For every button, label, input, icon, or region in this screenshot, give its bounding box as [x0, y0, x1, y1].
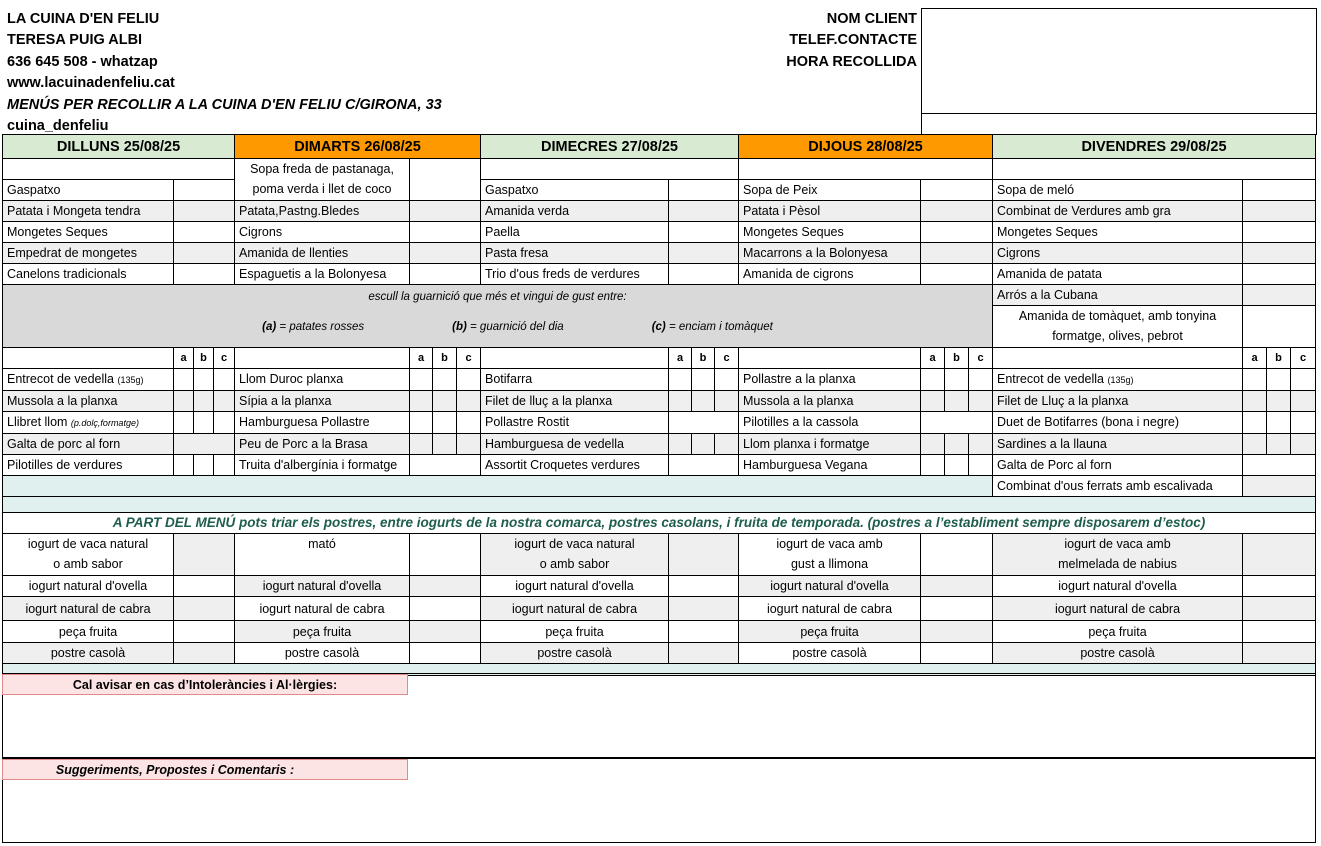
- garnish-col-a: a: [669, 348, 692, 369]
- check-b[interactable]: [945, 391, 969, 412]
- garnish-note: [3, 285, 993, 348]
- check-a[interactable]: [669, 434, 692, 455]
- dish-cell: Pollastre a la planxa: [739, 369, 921, 391]
- dish-cell: Patata i Pèsol: [739, 201, 921, 222]
- qty-cell[interactable]: [410, 159, 481, 201]
- dish-cell: Mussola a la planxa: [3, 391, 174, 412]
- check-a[interactable]: [174, 412, 194, 434]
- second-row-4: [3, 434, 1317, 455]
- garnish-text-c: = enciam i tomàquet: [665, 321, 773, 333]
- dish-note: (135g): [1107, 375, 1134, 385]
- check-c[interactable]: [214, 391, 235, 412]
- dish-text: Llibret llom: [7, 415, 68, 429]
- check-b[interactable]: [194, 455, 214, 476]
- garnish-col-a: a: [410, 348, 433, 369]
- check-b[interactable]: [433, 369, 457, 391]
- check-b[interactable]: [1267, 391, 1291, 412]
- check-a[interactable]: [921, 455, 945, 476]
- garnish-col-b: b: [433, 348, 457, 369]
- dessert-row-sheep: [3, 576, 1317, 597]
- dish-cell: Pilotilles de verdures: [3, 455, 174, 476]
- dish-cell: Cigrons: [235, 222, 410, 243]
- friday-first: [993, 159, 1316, 285]
- dessert-cell: iogurt natural d'ovella: [993, 576, 1243, 597]
- check-a[interactable]: [174, 455, 194, 476]
- qty-cell[interactable]: [410, 201, 481, 222]
- check-b[interactable]: [433, 412, 457, 434]
- dish-cell: Assortit Croquetes verdures: [481, 455, 669, 476]
- dish-cell: Empedrat de mongetes: [3, 243, 174, 264]
- check-a[interactable]: [921, 391, 945, 412]
- check-c[interactable]: [969, 369, 993, 391]
- check-a[interactable]: [410, 412, 433, 434]
- day-header-row: [3, 135, 1317, 159]
- separator-row: [3, 497, 1317, 513]
- dessert-cell: iogurt natural d'ovella: [739, 576, 921, 597]
- dish-cell: Peu de Porc a la Brasa: [235, 434, 410, 455]
- check-b[interactable]: [945, 455, 969, 476]
- dish-cell: Amanida verda: [481, 201, 669, 222]
- blank-cell: [481, 159, 739, 180]
- qty-cell[interactable]: [174, 201, 235, 222]
- owner-name: TERESA PUIG ALBI: [7, 32, 143, 49]
- desserts-title: A PART DEL MENÚ pots triar els postres, entre iogurts de la nostra comarca, postres casolans, i fruita de temporada. (postres a l’establiment sempre disposarem d’estoc): [3, 513, 1316, 534]
- dessert-cell: peça fruita: [993, 621, 1243, 643]
- qty-cell[interactable]: [921, 201, 993, 222]
- dessert-cell: peça fruita: [739, 621, 921, 643]
- blank-cell: [739, 159, 993, 180]
- qty-cell[interactable]: [1243, 476, 1316, 497]
- dish-text: Entrecot de vedella: [7, 372, 115, 386]
- qty-cell[interactable]: [1243, 285, 1316, 306]
- qty-cell[interactable]: [1243, 597, 1316, 621]
- check-b[interactable]: [1267, 412, 1291, 434]
- check-c[interactable]: [457, 412, 481, 434]
- social-handle: cuina_denfeliu: [7, 118, 109, 135]
- garnish-col-a: a: [921, 348, 945, 369]
- dish-cell: Truita d'albergínia i formatge: [235, 455, 410, 476]
- tuesday-first: [235, 159, 481, 285]
- check-b[interactable]: [692, 434, 715, 455]
- qty-cell[interactable]: [174, 597, 235, 621]
- qty-cell[interactable]: [921, 621, 993, 643]
- dessert-row-fruit: [3, 621, 1317, 643]
- garnish-options: [7, 318, 988, 336]
- dish-cell: Canelons tradicionals: [3, 264, 174, 285]
- check-b[interactable]: [433, 391, 457, 412]
- qty-cell[interactable]: [921, 597, 993, 621]
- dessert-line: o amb sabor: [539, 557, 610, 571]
- dish-cell: Patata,Pastng.Bledes: [235, 201, 410, 222]
- garnish-block: [3, 285, 1317, 348]
- qty-cell[interactable]: [669, 243, 739, 264]
- dish-cell: Hamburguesa Pollastre: [235, 412, 410, 434]
- qty-cell[interactable]: [921, 243, 993, 264]
- dish-line: Sopa freda de pastanaga,: [250, 162, 394, 176]
- dessert-cell: [3, 534, 174, 576]
- dish-cell: Filet de Lluç a la planxa: [993, 391, 1243, 412]
- qty-cell[interactable]: [921, 180, 993, 201]
- dish-cell: Paella: [481, 222, 669, 243]
- dish-cell: Sípia a la planxa: [235, 391, 410, 412]
- qty-cell[interactable]: [669, 576, 739, 597]
- day-friday: DIVENDRES 29/08/25: [993, 135, 1316, 159]
- check-c[interactable]: [969, 455, 993, 476]
- dessert-cell: iogurt natural d'ovella: [235, 576, 410, 597]
- dessert-cell: [235, 534, 410, 576]
- check-a[interactable]: [669, 369, 692, 391]
- check-b[interactable]: [194, 412, 214, 434]
- qty-cell[interactable]: [174, 621, 235, 643]
- qty-cell[interactable]: [1243, 180, 1316, 201]
- dessert-line: gust a llimona: [790, 557, 869, 571]
- dish-cell: Macarrons a la Bolonyesa: [739, 243, 921, 264]
- check-b[interactable]: [194, 369, 214, 391]
- dessert-row-1: [3, 534, 1317, 576]
- dish-cell: Pollastre Rostit: [481, 412, 669, 434]
- dish-cell: Hamburguesa Vegana: [739, 455, 921, 476]
- menu-grid: [2, 134, 1317, 676]
- qty-cell[interactable]: [669, 534, 739, 576]
- dish-cell: Filet de lluç a la planxa: [481, 391, 669, 412]
- check-c[interactable]: [214, 412, 235, 434]
- qty-cell[interactable]: [174, 180, 235, 201]
- qty-cell[interactable]: [410, 222, 481, 243]
- garnish-col-c: c: [715, 348, 739, 369]
- garnish-text-a: = patates rosses: [276, 321, 365, 333]
- qty-cell[interactable]: [174, 222, 235, 243]
- qty-cell[interactable]: [921, 264, 993, 285]
- check-c[interactable]: [1291, 369, 1316, 391]
- qty-cell[interactable]: [669, 412, 739, 434]
- dessert-cell: [993, 534, 1243, 576]
- client-extra-field[interactable]: [921, 113, 1317, 135]
- check-c[interactable]: [715, 391, 739, 412]
- check-c[interactable]: [457, 391, 481, 412]
- qty-cell[interactable]: [410, 597, 481, 621]
- garnish-col-c: c: [457, 348, 481, 369]
- dish-cell: Combinat d'ous ferrats amb escalivada: [993, 476, 1243, 497]
- qty-cell[interactable]: [921, 222, 993, 243]
- dish-cell: Galta de Porc al forn: [993, 455, 1243, 476]
- dish-cell: Gaspatxo: [3, 180, 174, 201]
- dish-cell: Patata i Mongeta tendra: [3, 201, 174, 222]
- dish-cell: Trio d'ous freds de verdures: [481, 264, 669, 285]
- pickup-address: MENÚS PER RECOLLIR A LA CUINA D'EN FELIU C/GIRONA, 33: [7, 96, 442, 113]
- dish-cell: Mongetes Seques: [739, 222, 921, 243]
- check-a[interactable]: [410, 434, 433, 455]
- day-wednesday: DIMECRES 27/08/25: [481, 135, 739, 159]
- desserts-title-row: [3, 513, 1317, 534]
- garnish-key-a: (a): [262, 321, 277, 333]
- qty-cell[interactable]: [669, 180, 739, 201]
- qty-cell[interactable]: [1243, 222, 1316, 243]
- check-a[interactable]: [174, 369, 194, 391]
- spacer-cell: [3, 476, 993, 497]
- dish-line: poma verda i llet de coco: [252, 182, 392, 196]
- dessert-cell: iogurt natural d'ovella: [3, 576, 174, 597]
- qty-cell[interactable]: [1243, 643, 1316, 664]
- dessert-row-homemade: [3, 643, 1317, 664]
- garnish-col-b: b: [945, 348, 969, 369]
- dish-cell: Sopa de Peix: [739, 180, 921, 201]
- qty-cell[interactable]: [410, 621, 481, 643]
- dessert-cell: peça fruita: [3, 621, 174, 643]
- dish-cell: Sopa de meló: [993, 180, 1243, 201]
- client-info-field[interactable]: [921, 8, 1317, 114]
- blank-cell: [993, 348, 1243, 369]
- check-b[interactable]: [1267, 369, 1291, 391]
- check-b[interactable]: [945, 434, 969, 455]
- dish-cell: [3, 369, 174, 391]
- dish-cell: Cigrons: [993, 243, 1243, 264]
- garnish-option-c: [652, 318, 773, 336]
- garnish-col-a: a: [174, 348, 194, 369]
- dessert-cell: iogurt natural de cabra: [481, 597, 669, 621]
- dessert-cell: postre casolà: [3, 643, 174, 664]
- blank-cell: [481, 348, 669, 369]
- restaurant-name: LA CUINA D'EN FELIU: [7, 11, 160, 27]
- dish-cell: Hamburguesa de vedella: [481, 434, 669, 455]
- dish-cell: Amanida de patata: [993, 264, 1243, 285]
- pickup-time-label: HORA RECOLLIDA: [786, 53, 917, 70]
- check-c[interactable]: [969, 434, 993, 455]
- dessert-line: iogurt de vaca natural: [514, 537, 635, 551]
- garnish-col-c: c: [969, 348, 993, 369]
- garnish-option-b: [452, 318, 564, 336]
- dessert-cell: iogurt natural de cabra: [739, 597, 921, 621]
- qty-cell[interactable]: [174, 643, 235, 664]
- day-tuesday: DIMARTS 26/08/25: [235, 135, 481, 159]
- qty-cell[interactable]: [1243, 264, 1316, 285]
- dessert-line: o amb sabor: [53, 557, 123, 571]
- qty-cell[interactable]: [174, 576, 235, 597]
- dish-cell: Duet de Botifarres (bona i negre): [993, 412, 1243, 434]
- check-a[interactable]: [1243, 391, 1267, 412]
- qty-cell[interactable]: [669, 222, 739, 243]
- dessert-cell: postre casolà: [481, 643, 669, 664]
- second-row-3: [3, 412, 1317, 434]
- qty-cell[interactable]: [921, 643, 993, 664]
- abc-header-row: [3, 348, 1317, 369]
- check-c[interactable]: [715, 434, 739, 455]
- qty-cell[interactable]: [921, 534, 993, 576]
- dessert-cell: postre casolà: [993, 643, 1243, 664]
- check-a[interactable]: [1243, 369, 1267, 391]
- qty-cell[interactable]: [410, 455, 481, 476]
- qty-cell[interactable]: [1243, 576, 1316, 597]
- qty-cell[interactable]: [410, 534, 481, 576]
- qty-cell[interactable]: [1243, 243, 1316, 264]
- dessert-row-goat: [3, 597, 1317, 621]
- dessert-cell: iogurt natural de cabra: [993, 597, 1243, 621]
- garnish-intro: escull la guarnició que més et vingui de gust entre:: [368, 291, 627, 303]
- garnish-col-a: a: [1243, 348, 1267, 369]
- friday-extras: [993, 285, 1316, 348]
- dessert-line: melmelada de nabius: [1058, 557, 1177, 571]
- check-b[interactable]: [433, 434, 457, 455]
- qty-cell[interactable]: [174, 534, 235, 576]
- check-a[interactable]: [1243, 412, 1267, 434]
- second-row-2: [3, 391, 1317, 412]
- dessert-line: iogurt de vaca amb: [776, 537, 883, 551]
- qty-cell[interactable]: [669, 264, 739, 285]
- qty-cell[interactable]: [1243, 534, 1316, 576]
- garnish-key-c: (c): [651, 321, 666, 333]
- check-b[interactable]: [692, 391, 715, 412]
- dessert-cell: postre casolà: [739, 643, 921, 664]
- phone-number: 636 645 508 - whatzap: [7, 53, 158, 70]
- check-a[interactable]: [174, 391, 194, 412]
- check-b[interactable]: [692, 369, 715, 391]
- check-c[interactable]: [1291, 434, 1316, 455]
- dish-cell: Gaspatxo: [481, 180, 669, 201]
- garnish-col-b: b: [1267, 348, 1291, 369]
- dish-cell: Espaguetis a la Bolonyesa: [235, 264, 410, 285]
- qty-cell[interactable]: [921, 412, 993, 434]
- check-c[interactable]: [214, 369, 235, 391]
- wednesday-first: [481, 159, 739, 285]
- qty-cell[interactable]: [1243, 621, 1316, 643]
- dessert-cell: peça fruita: [235, 621, 410, 643]
- check-c[interactable]: [1291, 412, 1316, 434]
- allergies-label: Cal avisar en cas d’Intoleràncies i Al·lèrgies:: [2, 674, 408, 695]
- qty-cell[interactable]: [669, 621, 739, 643]
- dish-cell: Mussola a la planxa: [739, 391, 921, 412]
- dish-cell: Galta de porc al forn: [3, 434, 174, 455]
- check-a[interactable]: [669, 391, 692, 412]
- qty-cell[interactable]: [669, 201, 739, 222]
- dish-text: Entrecot de vedella: [997, 372, 1105, 386]
- blank-cell: [3, 159, 235, 180]
- client-phone-label: TELEF.CONTACTE: [789, 32, 917, 49]
- dessert-cell: iogurt natural de cabra: [3, 597, 174, 621]
- check-a[interactable]: [1243, 434, 1267, 455]
- dessert-line: mató: [308, 537, 336, 551]
- garnish-col-c: c: [1291, 348, 1316, 369]
- check-c[interactable]: [1291, 391, 1316, 412]
- check-b[interactable]: [945, 369, 969, 391]
- dish-cell: Pilotilles a la cassola: [739, 412, 921, 434]
- qty-cell[interactable]: [921, 576, 993, 597]
- dish-line: formatge, olives, pebrot: [1052, 329, 1183, 343]
- dish-cell: Amanida de llenties: [235, 243, 410, 264]
- check-a[interactable]: [921, 434, 945, 455]
- check-b[interactable]: [1267, 434, 1291, 455]
- dish-cell: Mongetes Seques: [3, 222, 174, 243]
- qty-cell[interactable]: [410, 264, 481, 285]
- qty-cell[interactable]: [410, 643, 481, 664]
- website: www.lacuinadenfeliu.cat: [7, 75, 175, 92]
- dish-note: (135g): [117, 375, 144, 385]
- dish-cell: Llom Duroc planxa: [235, 369, 410, 391]
- qty-cell[interactable]: [669, 597, 739, 621]
- blank-cell: [235, 348, 410, 369]
- dish-cell: [3, 412, 174, 434]
- garnish-col-b: b: [194, 348, 214, 369]
- dish-cell: Arrós a la Cubana: [993, 285, 1243, 306]
- blank-cell: [3, 348, 174, 369]
- qty-cell[interactable]: [669, 455, 739, 476]
- check-a[interactable]: [921, 369, 945, 391]
- dish-line: Amanida de tomàquet, amb tonyina: [1018, 309, 1217, 323]
- monday-first: [3, 159, 235, 285]
- dish-cell-soup: [235, 159, 410, 201]
- check-c[interactable]: [969, 391, 993, 412]
- dish-cell: Mongetes Seques: [993, 222, 1243, 243]
- qty-cell[interactable]: [1243, 201, 1316, 222]
- check-c[interactable]: [457, 434, 481, 455]
- dish-cell-salad: [993, 306, 1243, 348]
- second-row-1: [3, 369, 1317, 391]
- separator: [3, 497, 1316, 513]
- dessert-cell: [739, 534, 921, 576]
- qty-cell[interactable]: [1243, 455, 1316, 476]
- qty-cell[interactable]: [174, 264, 235, 285]
- dessert-cell: [481, 534, 669, 576]
- second-row-6: [3, 476, 1317, 497]
- dessert-cell: peça fruita: [481, 621, 669, 643]
- thursday-first: [739, 159, 993, 285]
- garnish-option-a: [262, 318, 364, 336]
- qty-cell[interactable]: [174, 243, 235, 264]
- garnish-col-b: b: [692, 348, 715, 369]
- qty-cell[interactable]: [669, 643, 739, 664]
- dish-cell: Combinat de Verdures amb gra: [993, 201, 1243, 222]
- first-courses: [3, 159, 1317, 285]
- dish-note: (p.dolç,formatge): [70, 418, 139, 428]
- day-monday: DILLUNS 25/08/25: [3, 135, 235, 159]
- check-b[interactable]: [194, 391, 214, 412]
- dish-cell: Amanida de cigrons: [739, 264, 921, 285]
- dessert-line: iogurt de vaca amb: [1064, 537, 1171, 551]
- dessert-cell: iogurt natural d'ovella: [481, 576, 669, 597]
- garnish-col-c: c: [214, 348, 235, 369]
- qty-cell[interactable]: [410, 243, 481, 264]
- blank-cell: [993, 159, 1316, 180]
- check-c[interactable]: [214, 455, 235, 476]
- check-a[interactable]: [410, 369, 433, 391]
- second-row-5: [3, 455, 1317, 476]
- client-labels: [786, 9, 917, 73]
- dessert-cell: iogurt natural de cabra: [235, 597, 410, 621]
- check-c[interactable]: [457, 369, 481, 391]
- suggestions-label: Suggeriments, Propostes i Comentaris :: [2, 759, 408, 780]
- qty-cell[interactable]: [410, 576, 481, 597]
- garnish-key-b: (b): [452, 321, 467, 333]
- check-a[interactable]: [410, 391, 433, 412]
- client-name-label: NOM CLIENT: [826, 11, 917, 27]
- dessert-line: iogurt de vaca natural: [27, 537, 149, 551]
- dessert-cell: postre casolà: [235, 643, 410, 664]
- garnish-text-b: = guarnició del dia: [466, 321, 564, 333]
- restaurant-info: [7, 9, 442, 137]
- dish-cell: [993, 369, 1243, 391]
- day-thursday: DIJOUS 28/08/25: [739, 135, 993, 159]
- blank-cell: [739, 348, 921, 369]
- dish-cell: Sardines a la llauna: [993, 434, 1243, 455]
- dish-cell: Botifarra: [481, 369, 669, 391]
- dish-cell: Pasta fresa: [481, 243, 669, 264]
- qty-cell[interactable]: [1243, 306, 1316, 348]
- check-c[interactable]: [715, 369, 739, 391]
- qty-cell[interactable]: [174, 434, 235, 455]
- dish-cell: Llom planxa i formatge: [739, 434, 921, 455]
